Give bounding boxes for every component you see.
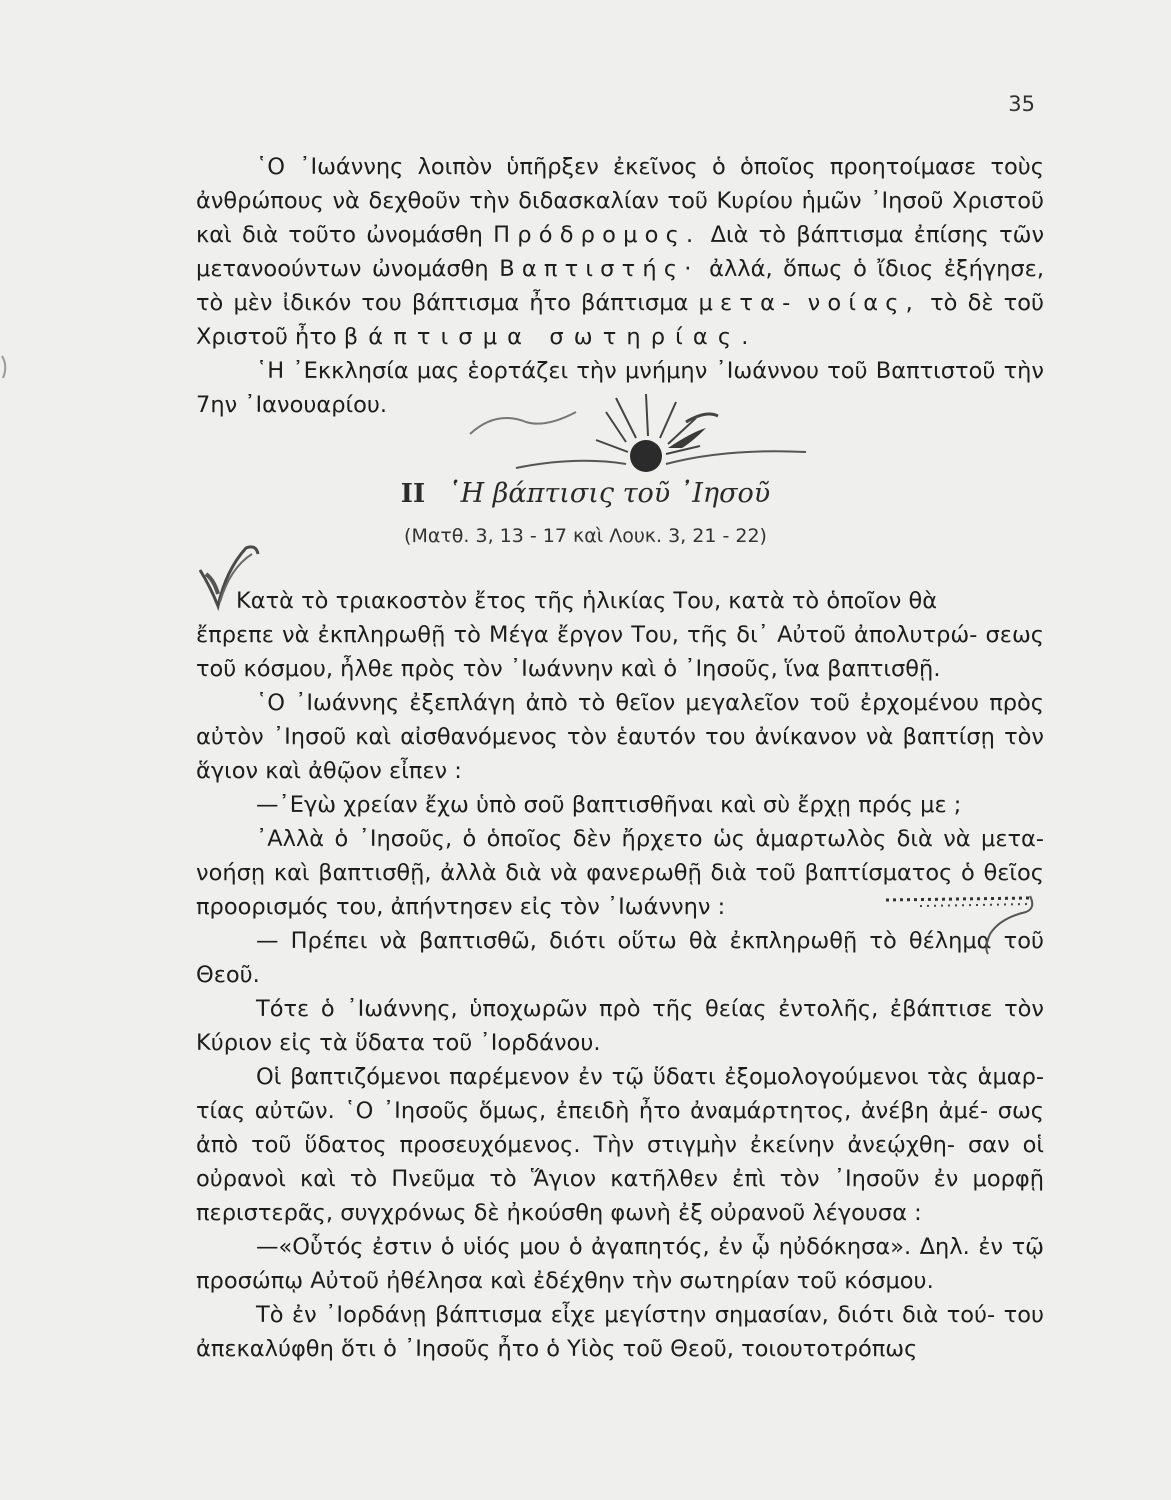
text-line: ὁ ἴδιος ἐξήγησε, τὸ μὲν ἰδικόν του βάπτισμα ἦτο βάπτισμα — [196, 256, 1045, 316]
text-line: ῾Η ᾿Εκκλησία μας ἑορτάζει τὴν μνήμην ᾿Ιωάννου τοῦ Βαπτιστοῦ — [256, 358, 996, 384]
text-line: ἐπίσης τῶν μετανοούντων ὠνομάσθη — [196, 222, 1045, 282]
text-line: ῾Ο ᾿Ιωάννης ἐξεπλάγη ἀπὸ τὸ θεῖον μεγαλεῖον τοῦ ἐρχομένου πρὸς — [256, 690, 1044, 716]
text-line: τὸν ἅγιον καὶ ἀθῷον εἶπεν : — [196, 724, 1044, 784]
scan-edge-mark — [0, 352, 14, 386]
text-line: ῾Ο ᾿Ιωάννης λοιπὸν ὑπῆρξεν ἐκεῖνος ὁ ὁποῖος προητοίμασε τοὺς — [256, 154, 1044, 180]
paragraph — [196, 150, 1044, 354]
text-line: του ἀπεκαλύφθη ὅτι ὁ ᾿Ιησοῦς ἦτο ὁ Υἱὸς τοῦ Θεοῦ, τοιουτοτρόπως — [196, 1302, 1045, 1362]
text-line: τὸ δὲ τοῦ Χριστοῦ ἦτο — [196, 290, 1044, 350]
pen-squiggle-mark — [880, 888, 1040, 962]
text-line: λέγουσα : — [812, 1200, 922, 1226]
paragraph — [196, 992, 1044, 1060]
text-line: σεως τοῦ κόσμου, ἦλθε πρὸς τὸν ᾿Ιωάννην καὶ ὁ ᾿Ιησοῦς, ἵνα βαπτισθῇ. — [196, 622, 1045, 682]
spaced-emphasis: βάπτισμα σωτηρίας. — [343, 324, 759, 350]
text-line: Κύριον εἰς τὰ ὕδατα τοῦ ᾿Ιορδάνου. — [196, 1030, 601, 1056]
sun-ornament-drawing — [456, 382, 826, 486]
text-line: νοήσῃ καὶ βαπτισθῇ, ἀλλὰ διὰ νὰ φανερωθῇ διὰ τοῦ βαπτίσματος — [196, 860, 953, 886]
text-line: σως ἀπὸ τοῦ ὕδατος προσευχόμενος. Τὴν στιγμὴν ἐκείνην ἀνεῴχθη- — [196, 1098, 1044, 1158]
text-line: Θεοῦ. — [196, 962, 260, 988]
quote — [196, 788, 1044, 822]
text-line: —«Οὗτός ἐστιν ὁ υἱός μου ὁ ἀγαπητός, ἐν ᾧ ηὐδόκησα». Δηλ. ἐν — [256, 1234, 1004, 1260]
quote — [196, 1230, 1044, 1298]
text-line: Τὸ ἐν ᾿Ιορδάνῃ βάπτισμα εἶχε μεγίστην σημασίαν, διότι διὰ τού- — [256, 1302, 996, 1328]
page-number: 35 — [1008, 92, 1035, 116]
text-line: —᾿Εγὼ χρείαν ἔχω ὑπὸ σοῦ βαπτισθῆναι καὶ σὺ ἔρχῃ πρός με ; — [256, 792, 962, 818]
text-line: τίας αὐτῶν. ῾Ο ᾿Ιησοῦς ὅμως, ἐπειδὴ ἦτο ἀναμάρτητος, ἀνέβη ἀμέ- — [196, 1098, 989, 1124]
paragraph — [196, 1060, 1044, 1230]
text-line: ἀλλά, ὅπως — [698, 256, 843, 282]
spaced-emphasis: νοίας, — [807, 290, 920, 316]
text-line: — Πρέπει νὰ βαπτισθῶ, διότι οὕτω θὰ ἐκπληρωθῇ τὸ θέλημα τοῦ — [256, 928, 1044, 954]
text-line: Κατὰ τὸ τριακοστὸν ἔτος τῆς ἡλικίας Του, κατὰ τὸ ὁποῖον θὰ — [236, 588, 938, 614]
paragraph — [196, 686, 1044, 788]
text-line: αὐτὸν ᾿Ιησοῦ καὶ αἰσθανόμενος τὸν ἑαυτόν του ἀνίκανον νὰ βαπτίσῃ — [196, 724, 995, 750]
spaced-emphasis: μετα- — [698, 290, 798, 316]
chapter-references: (Ματθ. 3, 13 - 17 καὶ Λουκ. 3, 21 - 22) — [404, 525, 767, 547]
text-line: Χριστοῦ καὶ διὰ τοῦτο ὠνομάσθη — [196, 188, 1045, 248]
paragraph — [196, 1298, 1044, 1366]
chapter-number: II — [400, 479, 426, 509]
text-line: Οἱ βαπτιζόμενοι παρέμενον ἐν τῷ ὕδατι ἐξομολογούμενοι τὰς ἁμαρ- — [256, 1064, 1044, 1090]
text-line: ἀνθρώπους νὰ δεχθοῦν τὴν διδασκαλίαν τοῦ Κυρίου ἡμῶν ᾿Ιησοῦ — [196, 188, 944, 214]
chapter-title: ῾Η βάπτισις τοῦ ᾿Ιησοῦ — [447, 478, 771, 509]
text-line: ἔπρεπε νὰ ἐκπληρωθῇ τὸ Μέγα ἔργον Του, τῆς δι᾿ Αὐτοῦ ἀπολυτρώ- — [196, 622, 978, 648]
text-line: ᾿Αλλὰ ὁ ᾿Ιησοῦς, ὁ ὁποῖος δὲν ἤρχετο ὡς ἁμαρτωλὸς διὰ νὰ μετα- — [256, 826, 1044, 852]
paragraph — [196, 618, 1044, 686]
text-line: Τότε ὁ ᾿Ιωάννης, ὑποχωρῶν πρὸ τῆς θείας ἐντολῆς, ἐβάπτισε τὸν — [256, 996, 1044, 1022]
spaced-emphasis: Βαπτιστής· — [499, 256, 699, 282]
spaced-emphasis: Πρόδρομος. — [493, 222, 701, 248]
text-line: ὁ θεῖος προορισμός του, ἀπήντησεν εἰς τὸν ᾿Ιωάννην : — [196, 860, 1044, 920]
text-line: Διὰ τὸ βάπτισμα — [700, 222, 904, 248]
text-line: σαν οἱ οὐρανοὶ καὶ τὸ Πνεῦμα τὸ Ἅγιον κατῆλθεν ἐπὶ τὸν ᾿Ιησοῦν — [196, 1132, 1044, 1192]
text-line: ἐν μορφῇ περιστερᾶς, συγχρόνως δὲ ἠκούσθη φωνὴ ἐξ οὐρανοῦ — [196, 1166, 1044, 1226]
section-2-text — [196, 584, 1044, 1366]
paragraph — [196, 584, 1044, 618]
text-line: τῷ προσώπῳ Αὐτοῦ ἠθέλησα καὶ ἐδέχθην τὴν σωτηρίαν τοῦ κόσμου. — [196, 1234, 1044, 1294]
text-line: τὴν 7ην ᾿Ιανουαρίου. — [196, 358, 1044, 418]
chapter-heading — [0, 478, 1171, 509]
